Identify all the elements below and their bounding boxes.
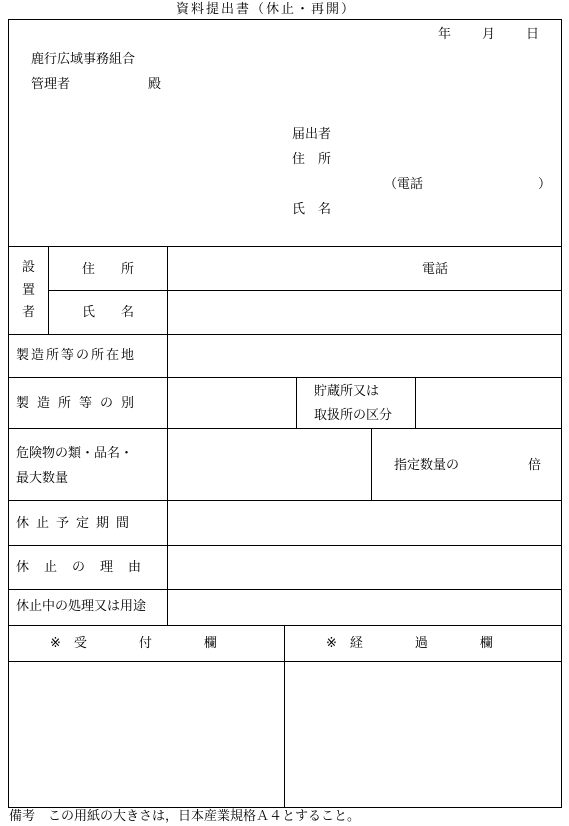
installer-char-3: 者	[22, 305, 36, 320]
hazard-label-2: 最大数量	[16, 471, 69, 486]
installer-name-label: 氏 名	[82, 305, 135, 320]
facility-type-label: 製造所等の別	[16, 396, 143, 411]
rule-period-bottom	[8, 545, 562, 546]
storage-class-label-2: 取扱所の区分	[314, 408, 393, 423]
storage-class-label-1: 貯蔵所又は	[314, 384, 380, 399]
rule-footer-header-bottom	[8, 661, 562, 662]
times-label: 倍	[528, 458, 542, 473]
suspension-period-label: 休止予定期間	[16, 516, 137, 531]
installer-phone-label: 電話	[422, 262, 449, 277]
form-frame	[8, 19, 562, 808]
rule-storage-right	[415, 377, 416, 428]
hazard-label-1: 危険物の類・品名・	[16, 446, 134, 461]
installer-char-2: 置	[22, 283, 36, 298]
manager-label: 管理者	[31, 77, 71, 92]
applicant-address-label: 住 所	[292, 152, 332, 167]
rule-handling-bottom	[8, 625, 562, 626]
document-title: 資料提出書（休止・再開）	[176, 2, 357, 17]
installer-address-label: 住 所	[82, 262, 135, 277]
honorific: 殿	[148, 77, 162, 92]
installer-char-1: 設	[22, 260, 36, 275]
rule-hazard-bottom	[8, 500, 562, 501]
rule-location-bottom	[8, 377, 562, 378]
suspension-reason-label: 休止の理由	[16, 560, 157, 575]
handling-label: 休止中の処理又は用途	[16, 599, 147, 614]
rule-footer-split	[284, 625, 285, 808]
rule-storage-left	[296, 377, 297, 428]
organization-name: 鹿行広域事務組合	[31, 52, 136, 67]
applicant-phone-close: ）	[538, 177, 552, 192]
rule-designated-left	[371, 428, 372, 500]
applicant-label: 届出者	[292, 127, 332, 142]
location-label: 製造所等の所在地	[16, 348, 137, 363]
applicant-name-label: 氏 名	[292, 202, 332, 217]
applicant-phone-open: （電話	[384, 177, 424, 192]
rule-type-bottom	[8, 428, 562, 429]
paper-size-note: 備考 この用紙の大きさは，日本産業規格Ａ４とすること。	[9, 809, 361, 824]
date-month: 月	[482, 27, 496, 42]
designated-quantity-label: 指定数量の	[394, 458, 460, 473]
date-day: 日	[526, 27, 540, 42]
rule-label-column	[167, 246, 168, 625]
progress-column-label: ※ 経 過 欄	[326, 636, 493, 651]
rule-reason-bottom	[8, 589, 562, 590]
rule-installer-bottom	[8, 334, 562, 335]
rule-header-bottom	[8, 246, 562, 247]
reception-column-label: ※ 受 付 欄	[50, 636, 217, 651]
date-year: 年	[438, 27, 452, 42]
rule-installer-group	[48, 246, 49, 334]
rule-installer-mid	[48, 290, 562, 291]
